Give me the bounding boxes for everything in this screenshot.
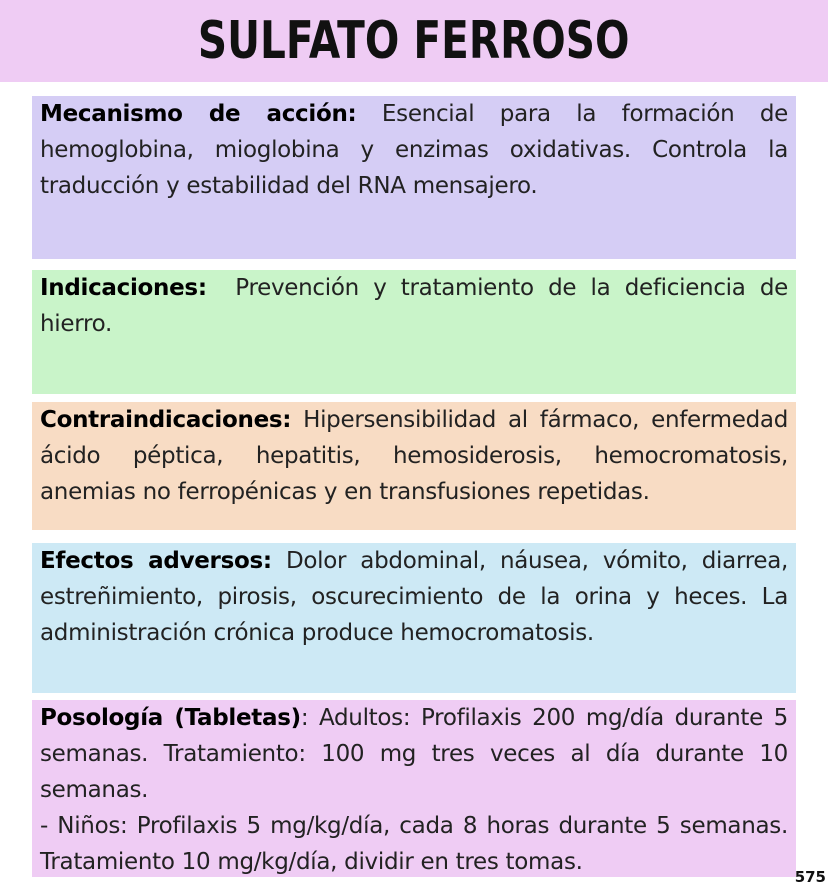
section-indicaciones (32, 270, 796, 394)
section-efectos-paragraph (40, 543, 788, 651)
section-contraindicaciones-label: Contraindicaciones: (40, 407, 292, 433)
section-posologia (32, 700, 796, 877)
section-indicaciones-paragraph (40, 270, 796, 342)
title-banner (0, 0, 828, 82)
section-posologia-ninos: - Niños: Profilaxis 5 mg/kg/día, cada 8 horas durante 5 semanas. Tratamiento 10 mg/kg/día, dividir en tres tomas. (40, 813, 788, 875)
section-mecanismo-label: Mecanismo de acción: (40, 101, 357, 127)
section-contraindicaciones (32, 402, 796, 530)
section-indicaciones-label: Indicaciones: (40, 275, 207, 301)
page-title: SULFATO FERROSO (198, 11, 630, 71)
section-contraindicaciones-text: Hipersensibilidad al fármaco, enfermedad ácido péptica, hepatitis, hemosiderosis, hemocromatosis, anemias no ferropénicas y en transfusiones repetidas. (40, 407, 788, 505)
section-efectos-text: Dolor abdominal, náusea, vómito, diarrea, estreñimiento, pirosis, oscurecimiento de la orina y heces. La administración crónica produce hemocromatosis. (40, 548, 788, 646)
section-posologia-text: : Adultos: Profilaxis 200 mg/día durante 5 semanas. Tratamiento: 100 mg tres veces al día durante 10 semanas. (40, 705, 788, 803)
section-contraindicaciones-paragraph (40, 402, 788, 510)
section-mecanismo (32, 96, 796, 259)
section-mecanismo-text: Esencial para la formación de hemoglobina, mioglobina y enzimas oxidativas. Controla la traducción y estabilidad del RNA mensajero. (40, 101, 789, 199)
section-indicaciones-text: Prevención y tratamiento de la deficiencia de hierro. (40, 275, 796, 337)
section-mecanismo-paragraph (40, 96, 788, 204)
section-efectos-label: Efectos adversos: (40, 548, 272, 574)
page-number: 575 (794, 868, 826, 886)
section-efectos-adversos (32, 543, 796, 693)
section-posologia-paragraph (40, 700, 788, 808)
section-posologia-label: Posología (Tabletas) (40, 705, 301, 731)
